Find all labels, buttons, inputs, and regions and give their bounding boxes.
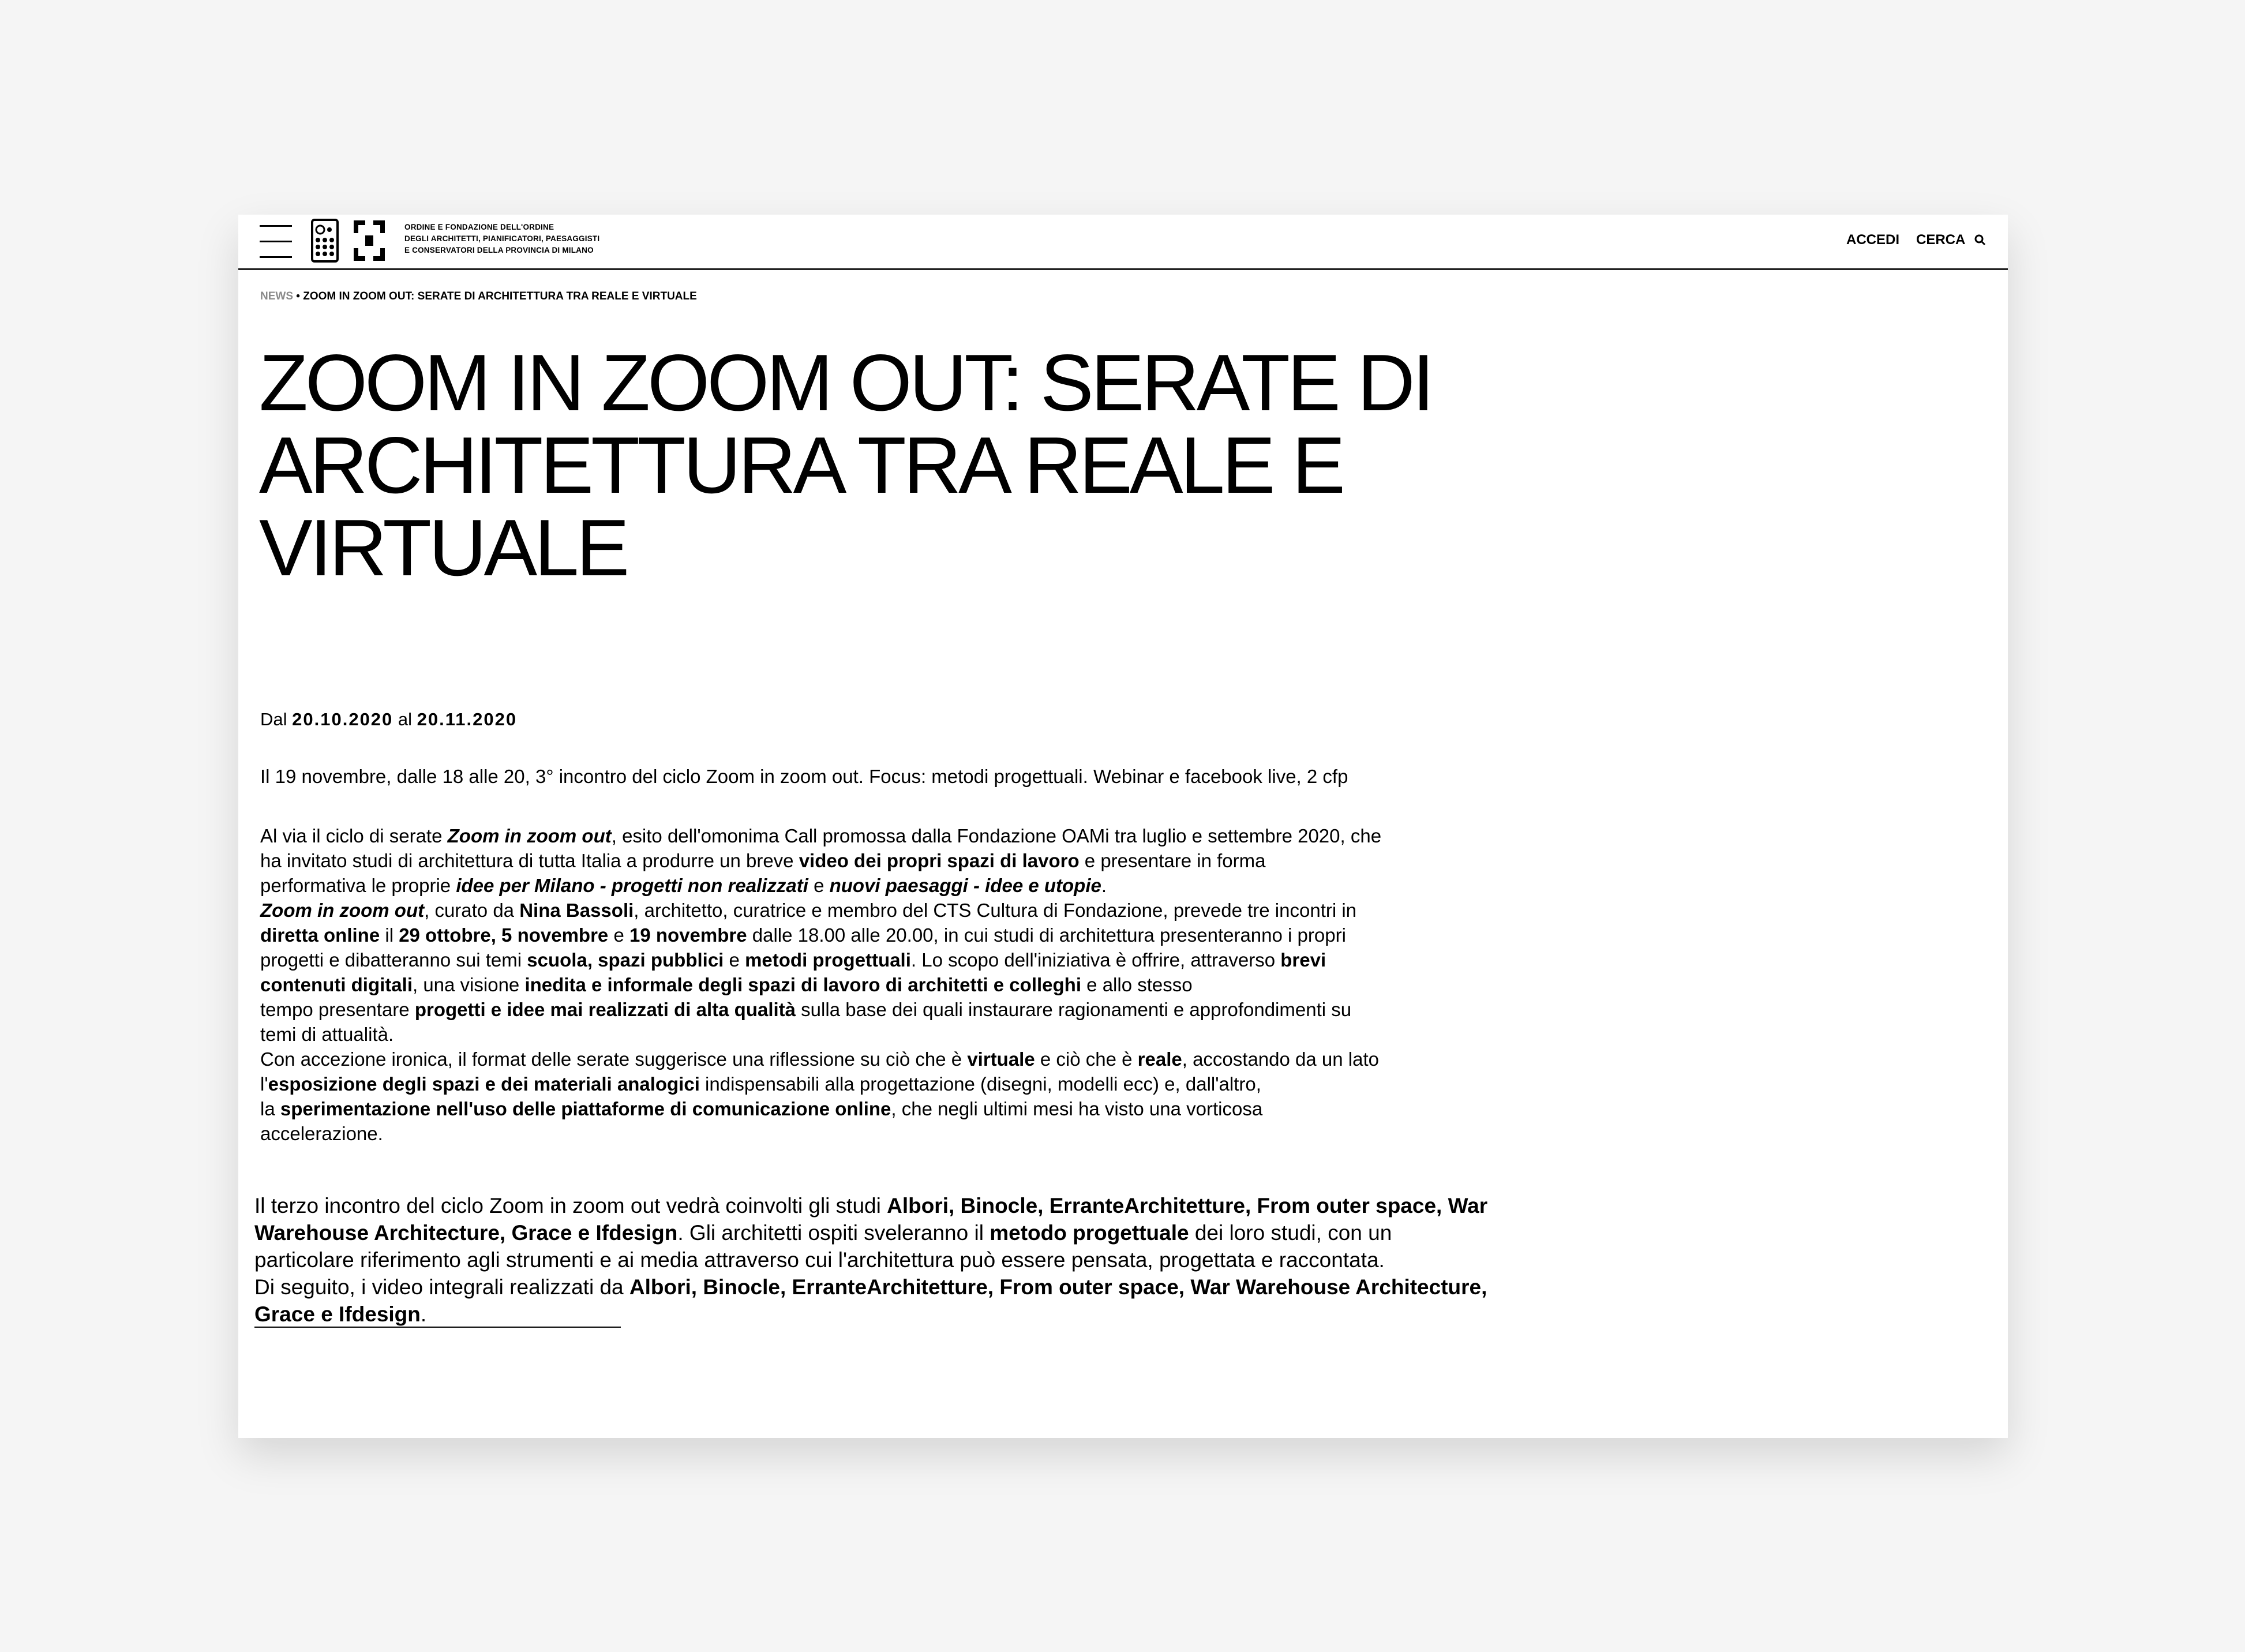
- text-span: , una visione: [412, 974, 525, 995]
- text-span: Al via il ciclo di serate: [260, 825, 448, 846]
- emphasis-span: sperimentazione nell'uso delle piattaforme di comunicazione online: [280, 1098, 891, 1119]
- text-span: , architetto, curatrice e membro del CTS Cultura di Fondazione, prevede tre incontri in: [634, 900, 1357, 921]
- text-span: particolare riferimento agli strumenti e ai media attraverso cui l'architettura può essere pensata, progettata e raccontata.: [254, 1248, 1385, 1272]
- intro-line: [260, 823, 1381, 848]
- text-span: la: [260, 1098, 280, 1119]
- emphasis-span: metodo progettuale: [990, 1221, 1189, 1245]
- emphasis-span: progetti e idee mai realizzati di alta qualità: [414, 999, 796, 1020]
- text-span: performativa le proprie: [260, 875, 456, 896]
- text-span: accelerazione.: [260, 1123, 383, 1144]
- emphasis-span: Albori, Binocle, ErranteArchitetture, From outer space, War: [887, 1194, 1488, 1218]
- text-span: Di seguito, i video integrali realizzati da: [254, 1275, 629, 1299]
- breadcrumb: [260, 290, 697, 303]
- text-span: ha invitato studi di architettura di tutta Italia a produrre un breve: [260, 850, 799, 871]
- text-span: e: [608, 924, 629, 946]
- emphasis-span: inedita e informale degli spazi di lavoro di architetti e colleghi: [524, 974, 1081, 995]
- text-span: e allo stesso: [1081, 974, 1193, 995]
- search-link[interactable]: CERCA: [1916, 232, 1966, 248]
- third-meeting-line: [254, 1192, 1487, 1219]
- emphasis-span: scuola, spazi pubblici: [527, 949, 724, 971]
- intro-line: [260, 947, 1326, 972]
- text-span: e: [808, 875, 830, 896]
- emphasis-span: 19 novembre: [629, 924, 747, 946]
- text-span: tempo presentare: [260, 999, 415, 1020]
- text-span: dei loro studi, con un: [1189, 1221, 1392, 1245]
- text-span: , che negli ultimi mesi ha visto una vorticosa: [891, 1098, 1263, 1119]
- intro-line: [260, 1047, 1379, 1072]
- text-span: .: [1101, 875, 1107, 896]
- date-from: 20.10.2020: [292, 709, 393, 729]
- text-span: progetti e dibatteranno sui temi: [260, 949, 527, 971]
- text-span: , esito dell'omonima Call promossa dalla Fondazione OAMi tra luglio e settembre 2020, che: [611, 825, 1382, 846]
- text-span: indispensabili alla progettazione (disegni, modelli ecc) e, dall'altro,: [699, 1073, 1261, 1095]
- text-span: e presentare in forma: [1079, 850, 1266, 871]
- third-meeting-line: [254, 1246, 1385, 1273]
- emphasis-span: idee per Milano - progetti non realizzati: [456, 875, 808, 896]
- emphasis-span: Warehouse Architecture, Grace e Ifdesign: [254, 1221, 678, 1245]
- menu-icon[interactable]: [260, 225, 292, 260]
- intro-line: [260, 923, 1346, 947]
- text-span: sulla base dei quali instaurare ragionamenti e approfondimenti su: [796, 999, 1352, 1020]
- emphasis-span: Albori, Binocle, ErranteArchitetture, From outer space, War Warehouse Architecture,: [629, 1275, 1487, 1299]
- emphasis-span: nuovi paesaggi - idee e utopie: [829, 875, 1101, 896]
- intro-line: [260, 873, 1107, 898]
- title-line: ZOOM IN ZOOM OUT: SERATE DI: [259, 338, 1432, 428]
- third-meeting-line: [254, 1219, 1392, 1246]
- emphasis-span: 29 ottobre, 5 novembre: [399, 924, 609, 946]
- emphasis-span: Zoom in zoom out: [260, 900, 425, 921]
- text-span: Con accezione ironica, il format delle serate suggerisce una riflessione su ciò che è: [260, 1048, 968, 1070]
- fondazione-logo-icon[interactable]: [351, 218, 387, 263]
- page-card: [238, 215, 2008, 1438]
- intro-line: [260, 972, 1193, 997]
- intro-line: [260, 1121, 383, 1146]
- intro-line: [260, 997, 1351, 1022]
- text-span: l': [260, 1073, 268, 1095]
- text-span: e: [724, 949, 745, 971]
- text-span: .: [420, 1302, 427, 1326]
- event-focus-text: Il 19 novembre, dalle 18 alle 20, 3° incontro del ciclo Zoom in zoom out. Focus: metodi progettuali. Webinar e facebook live, 2 cfp: [260, 766, 1348, 787]
- third-meeting-line: [254, 1273, 1487, 1301]
- text-span: , accostando da un lato: [1182, 1048, 1379, 1070]
- oami-logo-icon[interactable]: [310, 218, 339, 263]
- intro-line: [260, 1096, 1262, 1121]
- event-dates: [260, 709, 517, 730]
- search-icon[interactable]: [1973, 232, 1987, 247]
- text-span: , curato da: [424, 900, 520, 921]
- emphasis-span: metodi progettuali: [745, 949, 911, 971]
- emphasis-span: contenuti digitali: [260, 974, 413, 995]
- emphasis-span: Zoom in zoom out: [447, 825, 612, 846]
- title-line: ARCHITETTURA TRA REALE E: [259, 421, 1343, 510]
- date-to: 20.11.2020: [417, 709, 518, 729]
- org-line: E CONSERVATORI DELLA PROVINCIA DI MILANO: [404, 246, 594, 254]
- third-meeting-line: [254, 1301, 426, 1328]
- text-span: dalle 18.00 alle 20.00, in cui studi di architettura presenteranno i propri: [747, 924, 1346, 946]
- emphasis-span: diretta online: [260, 924, 380, 946]
- text-span: temi di attualità.: [260, 1024, 394, 1045]
- emphasis-span: brevi: [1280, 949, 1326, 971]
- emphasis-span: virtuale: [967, 1048, 1035, 1070]
- text-span: Il terzo incontro del ciclo Zoom in zoom out vedrà coinvolti gli studi: [254, 1194, 887, 1218]
- title-line: VIRTUALE: [259, 503, 627, 593]
- emphasis-span: video dei propri spazi di lavoro: [799, 850, 1080, 871]
- emphasis-span: esposizione degli spazi e dei materiali analogici: [268, 1073, 700, 1095]
- section-divider: [254, 1327, 621, 1328]
- emphasis-span: reale: [1137, 1048, 1182, 1070]
- organization-name: [404, 222, 599, 256]
- org-line: ORDINE E FONDAZIONE DELL'ORDINE: [404, 223, 554, 231]
- breadcrumb-current: ZOOM IN ZOOM OUT: SERATE DI ARCHITETTURA TRA REALE E VIRTUALE: [303, 290, 697, 302]
- page-title: [259, 338, 1701, 593]
- intro-line: [260, 848, 1265, 873]
- text-span: e ciò che è: [1035, 1048, 1138, 1070]
- text-span: . Lo scopo dell'iniziativa è offrire, attraverso: [910, 949, 1281, 971]
- intro-line: [260, 1022, 393, 1047]
- emphasis-span: Grace e Ifdesign: [254, 1302, 421, 1326]
- org-line: DEGLI ARCHITETTI, PIANIFICATORI, PAESAGGISTI: [404, 234, 600, 243]
- intro-line: [260, 898, 1356, 923]
- dates-to-label: al: [393, 709, 417, 729]
- login-link[interactable]: ACCEDI: [1846, 232, 1900, 248]
- top-navigation-bar: [238, 215, 2008, 270]
- breadcrumb-separator: •: [293, 290, 303, 302]
- dates-from-label: Dal: [260, 709, 293, 729]
- emphasis-span: Nina Bassoli: [519, 900, 634, 921]
- text-span: il: [380, 924, 399, 946]
- breadcrumb-news-link[interactable]: NEWS: [260, 290, 293, 302]
- text-span: . Gli architetti ospiti sveleranno il: [677, 1221, 990, 1245]
- intro-line: [260, 1072, 1261, 1096]
